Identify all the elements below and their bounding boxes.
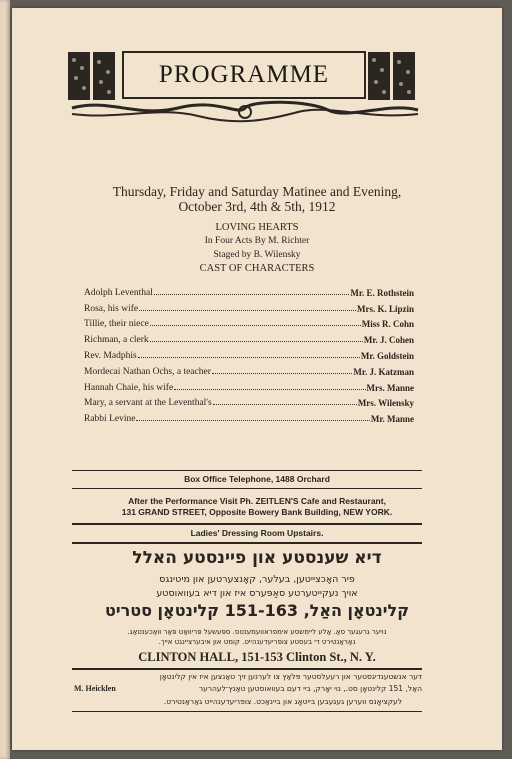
dressing-room-notice: Ladies' Dressing Room Upstairs.	[190, 528, 324, 538]
performance-dates-line1: Thursday, Friday and Saturday Matinee and Evening,	[112, 184, 402, 199]
yiddish-ad-line2: פיר האָכצייטען, בעלער, קאָנצערטען און מיטינגס	[159, 574, 355, 585]
cast-actor: Mr. E. Rothstein	[350, 287, 414, 298]
cast-row	[84, 377, 414, 393]
programme-page	[12, 8, 502, 750]
dot-leader	[150, 341, 363, 342]
adjacent-page-edge	[0, 0, 10, 759]
cast-row	[84, 393, 414, 409]
cast-row	[84, 329, 414, 345]
programme-title: PROGRAMME	[122, 51, 366, 99]
dot-leader	[136, 420, 369, 421]
cast-row	[84, 345, 414, 361]
cast-actor: Miss R. Cohn	[361, 319, 414, 330]
cast-row	[84, 408, 414, 424]
play-acts-author: In Four Acts By M. Richter	[204, 236, 310, 246]
cast-role: Adolph Leventhal	[84, 287, 153, 298]
cast-actor: Mrs. Manne	[366, 382, 414, 393]
divider-rule	[72, 711, 422, 712]
divider-rule	[72, 523, 422, 525]
cast-role: Mordecai Nathan Ochs, a teacher	[84, 366, 211, 377]
dot-leader	[212, 373, 352, 374]
dot-leader	[139, 310, 356, 311]
yiddish-footer-line1: דער אנשטענדיגסטער און רעעלסטער פּלאַץ צו לערנען זיך טאַנצען איז אין קלינטאָן	[159, 672, 422, 681]
yiddish-footer-line2: האַל, 151 קלינטאָן סט., נוי יאָרק, ביי דעם בעוואוסטען טאַנץ־לעהרער	[198, 684, 422, 693]
cast-actor: Mr. Goldstein	[360, 350, 414, 361]
cast-row	[84, 314, 414, 330]
dot-leader	[138, 357, 360, 358]
dot-leader	[150, 325, 361, 326]
yiddish-ad-headline: דיא שענסטע און פיינסטע האלל	[132, 548, 382, 568]
right-tree-ornament-2	[393, 52, 415, 100]
footer-teacher-name: M. Heicklen	[74, 684, 116, 693]
play-staged-by: Staged by B. Wilensky	[213, 250, 301, 260]
cast-actor: Mr. J. Cohen	[363, 335, 414, 346]
yiddish-ad-hall-name: קלינטאָן האַל, 151-163 קלינטאָן סטריט	[105, 601, 409, 620]
cast-role: Rabbi Levine	[84, 414, 136, 425]
yiddish-ad-small2: נאַראַנטירט די בעסטע צופריעדענהייט. קומט און איבערציינגט אייך.	[158, 638, 356, 646]
cast-heading: CAST OF CHARACTERS	[199, 263, 315, 274]
after-performance-line2: 131 GRAND STREET, Opposite Bowery Bank Building, NEW YORK.	[121, 507, 393, 517]
performance-dates-line2: October 3rd, 4th & 5th, 1912	[178, 199, 336, 214]
cast-role: Rev. Madphis	[84, 350, 137, 361]
cast-role: Rosa, his wife	[84, 303, 139, 314]
divider-rule	[72, 488, 422, 489]
cast-row	[84, 298, 414, 314]
cast-actor: Mr. Manne	[370, 414, 414, 425]
yiddish-ad-line3: אויך נעקייטערטע סאַפּערס איז און דיא בעוואוסטע	[156, 588, 358, 599]
cast-role: Richman, a clerk	[84, 335, 149, 346]
yiddish-footer-line3: לעקציאָנס ווערען געגעבען בייטאָג און ביינאַכט. צופריעדענהייט גאַראַנטירט.	[163, 697, 402, 706]
cast-role: Mary, a servant at the Leventhal's	[84, 398, 212, 409]
yiddish-ad-small1: נויער גרעגער סאַ. אַלע ליימשסע אימפראוועמענטס. ספּעשעל פּריוואַט פּאַר וואַכענטאַג.	[127, 628, 387, 636]
dot-leader	[174, 389, 365, 390]
left-tree-ornament-2	[93, 52, 115, 100]
cast-actor: Mrs. Wilensky	[357, 398, 414, 409]
cast-list	[84, 282, 414, 424]
divider-rule	[72, 668, 422, 670]
box-office-notice: Box Office Telephone, 1488 Orchard	[184, 474, 330, 484]
cast-role: Tillie, their niece	[84, 319, 149, 330]
dot-leader	[213, 404, 357, 405]
divider-rule	[72, 542, 422, 544]
dot-leader	[154, 294, 349, 295]
cast-row	[84, 361, 414, 377]
after-performance-line1: After the Performance Visit Ph. ZEITLEN'S Cafe and Restaurant,	[128, 496, 386, 506]
left-tree-ornament-1	[68, 52, 90, 100]
clinton-hall-address: CLINTON HALL, 151-153 Clinton St., N. Y.	[138, 650, 376, 664]
cast-actor: Mrs. K. Lipzin	[356, 303, 414, 314]
cast-role: Hannah Chaie, his wife	[84, 382, 174, 393]
divider-rule	[72, 470, 422, 471]
right-tree-ornament-1	[368, 52, 390, 100]
cast-row	[84, 282, 414, 298]
cast-actor: Mr. J. Katzman	[353, 366, 414, 377]
play-title: LOVING HEARTS	[215, 222, 299, 233]
